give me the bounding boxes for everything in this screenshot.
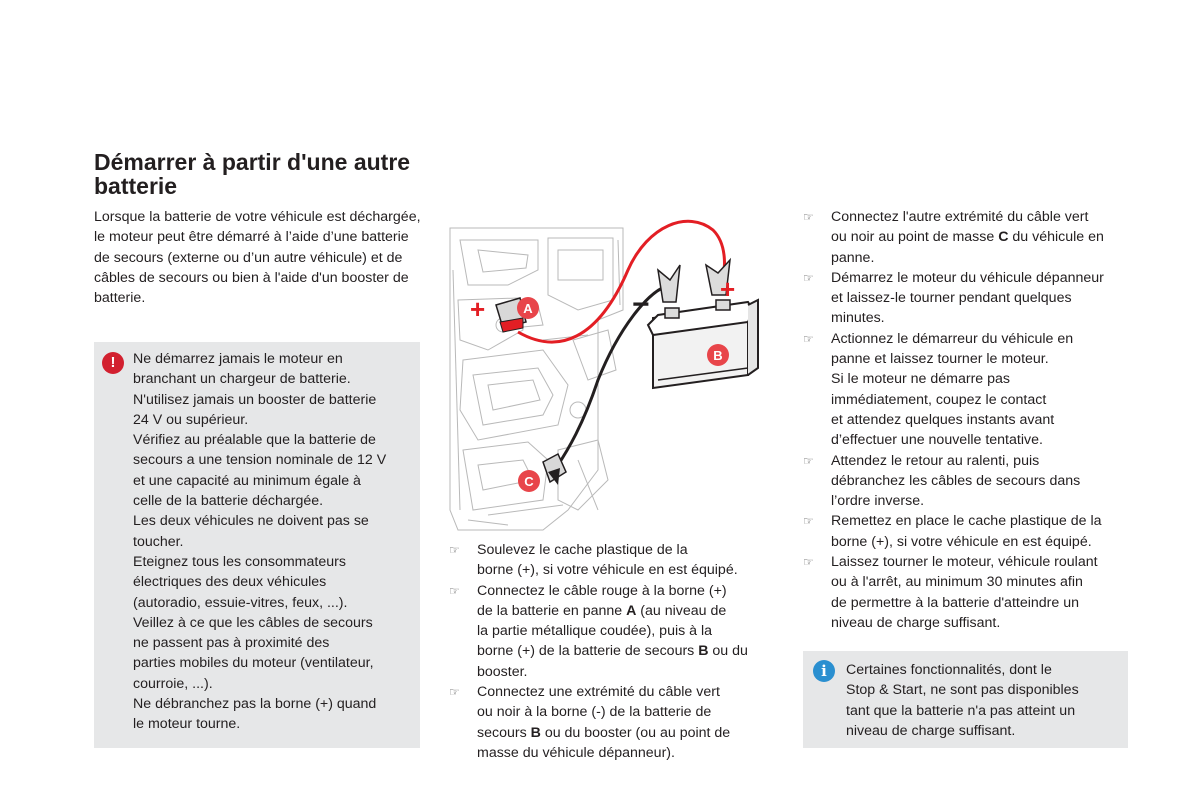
list-item: ☞ Connectez l'autre extrémité du câble vert ou noir au point de masse C du véhicule en panne. (803, 207, 1133, 268)
plus-sign-right: + (720, 274, 736, 304)
warning-box (94, 342, 420, 748)
plus-sign-left: + (470, 294, 486, 324)
warning-text: Ne démarrez jamais le moteur en branchant un chargeur de batterie. N'utilisez jamais un booster de batterie 24 V ou supérieur. Vérifiez au préalable que la batterie de secours a une tension nominale de 12 V et une capacité au minimum égale à celle de la batterie déchargée. Les deux véhicules ne doivent pas se toucher. Eteignez tous les consommateurs électriques des deux véhicules (autoradio, essuie-vitres, feux, ...). Veillez à ce que les câbles de secours ne passent pas à proximité des parties mobiles du moteur (ventilateur, courroie, ...). Ne débranchez pas la borne (+) quand le moteur tourne. (133, 351, 387, 733)
intro-paragraph: Lorsque la batterie de votre véhicule est déchargée, le moteur peut être démarré à l’aide d’une batterie de secours (externe ou d’un autre véhicule) et de câbles de secours ou bien à l'aide d'un booster de batterie. (94, 209, 421, 307)
badge-a (517, 297, 539, 319)
steps-right-list (803, 207, 1133, 633)
list-item: ☞ Soulevez le cache plastique de la borne (+), si votre véhicule en est équipé. (449, 540, 779, 581)
badge-c-label: C (524, 474, 534, 489)
list-item: ☞ Connectez une extrémité du câble vert ou noir à la borne (-) de la batterie de secours B ou du booster (ou au point de masse du véhicule dépanneur). (449, 682, 779, 763)
page-title: Démarrer à partir d'une autre batterie (94, 149, 411, 199)
jump-start-illustration (448, 210, 776, 540)
list-item: ☞ Remettez en place le cache plastique de la borne (+), si votre véhicule en est équipé. (803, 511, 1133, 552)
badge-b (707, 344, 729, 366)
jump-start-diagram (448, 210, 776, 540)
rescue-battery (648, 300, 758, 388)
warning-icon: ! (102, 352, 124, 374)
list-item: ☞ Démarrez le moteur du véhicule dépanneur et laissez-le tourner pendant quelques minutes. (803, 268, 1133, 329)
list-item: ☞ Connectez le câble rouge à la borne (+) de la batterie en panne A (au niveau de la partie métallique coudée), puis à la borne (+) de la batterie de secours B ou du booster. (449, 581, 779, 682)
steps-middle-list (449, 540, 779, 763)
info-icon: i (813, 660, 835, 682)
list-item: ☞ Actionnez le démarreur du véhicule en panne et laissez tourner le moteur. Si le moteur ne démarre pas immédiatement, coupez le contact et attendez quelques instants avant d’effectuer une nouvelle tentative. (803, 329, 1133, 451)
minus-sign: − (632, 288, 650, 321)
list-item: ☞ Attendez le retour au ralenti, puis débranchez les câbles de secours dans l’ordre inverse. (803, 451, 1133, 512)
info-text: Certaines fonctionnalités, dont le Stop & Start, ne sont pas disponibles tant que la batterie n'a pas atteint un niveau de charge suffisant. (846, 662, 1079, 739)
badge-b-label: B (713, 348, 723, 363)
badge-a-label: A (523, 301, 533, 316)
info-box (803, 651, 1128, 748)
list-item: ☞ Laissez tourner le moteur, véhicule roulant ou à l'arrêt, au minimum 30 minutes afin de permettre à la batterie d'atteindre un niveau de charge suffisant. (803, 552, 1133, 633)
badge-c (518, 470, 540, 492)
